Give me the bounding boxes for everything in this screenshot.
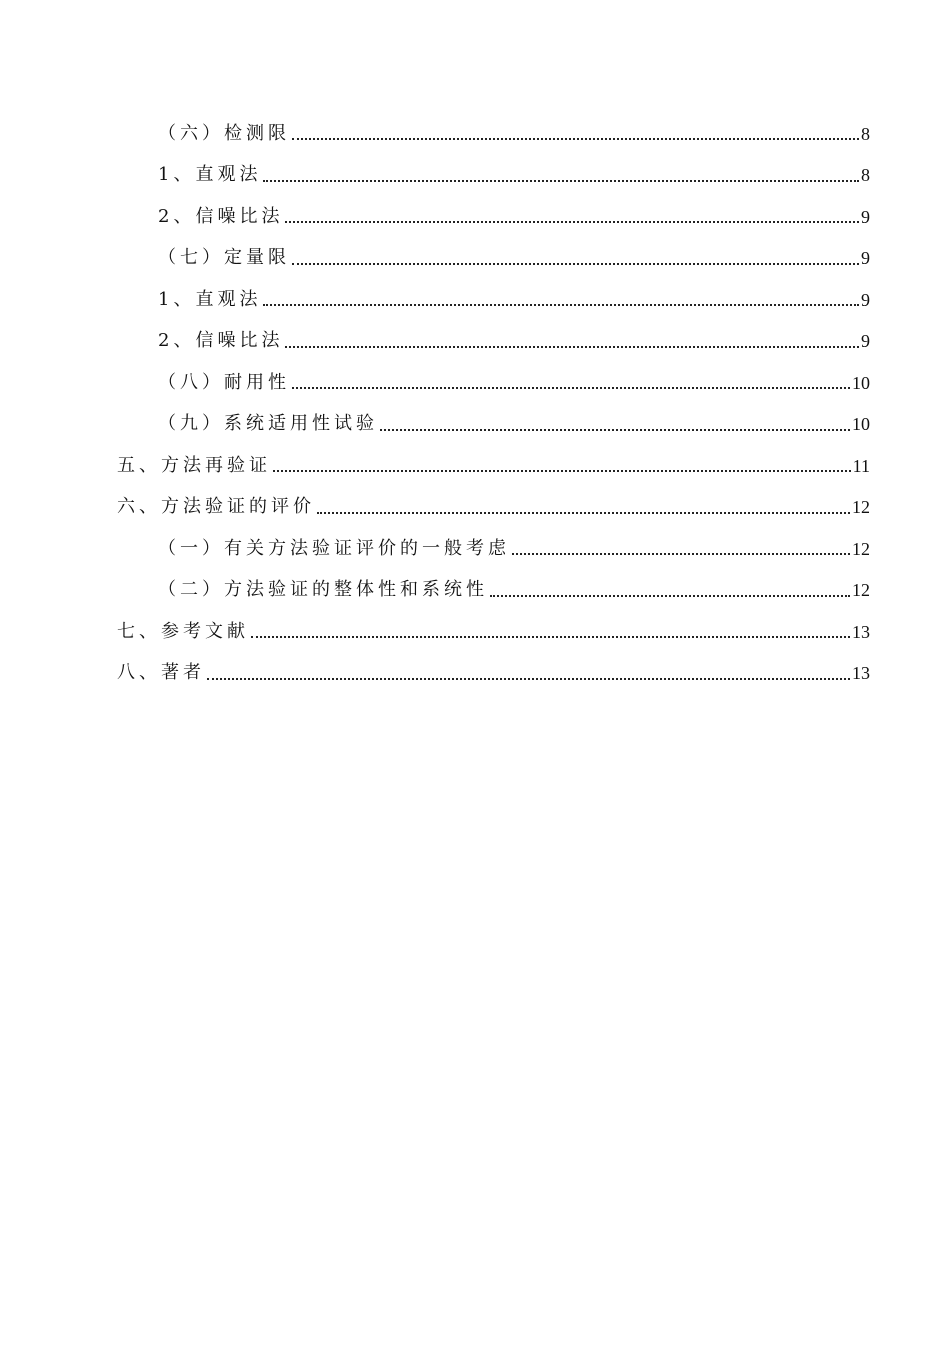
toc-entry-title: 五、方法再验证 [117, 454, 271, 476]
toc-entry-page: 8 [861, 165, 870, 186]
toc-entry-visual-method[interactable] [0, 155, 870, 197]
toc-entry-page: 8 [861, 123, 870, 144]
toc-dot-leader [251, 635, 850, 638]
toc-dot-leader [512, 552, 850, 555]
toc-entry-visual-method-2[interactable] [0, 279, 870, 321]
toc-dot-leader [292, 386, 850, 389]
toc-entry-references[interactable] [0, 611, 870, 653]
toc-entry-page: 9 [861, 331, 870, 352]
toc-entry-title: （七）定量限 [158, 247, 290, 269]
toc-entry-authors[interactable] [0, 653, 870, 695]
toc-entry-page: 10 [852, 372, 870, 393]
toc-dot-leader [285, 345, 859, 348]
toc-dot-leader [292, 137, 859, 140]
toc-entry-page: 9 [861, 289, 870, 310]
toc-entry-title: 六、方法验证的评价 [117, 496, 315, 518]
toc-entry-page: 12 [852, 580, 870, 601]
toc-entry-integrity-systematic[interactable] [0, 570, 870, 612]
toc-entry-page: 12 [852, 538, 870, 559]
toc-entry-quantitation-limit[interactable] [0, 238, 870, 280]
toc-entry-page: 9 [861, 248, 870, 269]
table-of-contents [0, 113, 950, 694]
toc-entry-title: （二）方法验证的整体性和系统性 [158, 579, 488, 601]
toc-entry-general-considerations[interactable] [0, 528, 870, 570]
toc-entry-title: （一）有关方法验证评价的一般考虑 [158, 537, 510, 559]
toc-entry-title: 2、信噪比法 [158, 330, 284, 352]
toc-dot-leader [292, 262, 859, 265]
toc-entry-title: 七、参考文献 [117, 620, 249, 642]
toc-entry-title: 1、直观法 [158, 288, 262, 310]
toc-entry-title: 2、信噪比法 [158, 205, 284, 227]
toc-entry-method-revalidation[interactable] [0, 445, 870, 487]
toc-entry-page: 13 [852, 621, 870, 642]
toc-entry-title: （六）检测限 [158, 122, 290, 144]
toc-dot-leader [285, 220, 859, 223]
toc-dot-leader [273, 469, 851, 472]
toc-entry-robustness[interactable] [0, 362, 870, 404]
toc-dot-leader [263, 303, 859, 306]
toc-dot-leader [380, 428, 850, 431]
toc-entry-title: （八）耐用性 [158, 371, 290, 393]
toc-entry-detection-limit[interactable] [0, 113, 870, 155]
toc-entry-page: 9 [861, 206, 870, 227]
toc-dot-leader [317, 511, 850, 514]
toc-entry-title: （九）系统适用性试验 [158, 413, 378, 435]
toc-entry-page: 11 [852, 455, 870, 476]
toc-dot-leader [263, 179, 859, 182]
toc-dot-leader [207, 677, 850, 680]
toc-entry-page: 12 [852, 497, 870, 518]
toc-entry-validation-evaluation[interactable] [0, 487, 870, 529]
toc-entry-signal-noise-method[interactable] [0, 196, 870, 238]
toc-entry-title: 八、著者 [117, 662, 205, 684]
toc-entry-signal-noise-method-2[interactable] [0, 321, 870, 363]
toc-entry-page: 13 [852, 663, 870, 684]
toc-entry-title: 1、直观法 [158, 164, 262, 186]
toc-entry-page: 10 [852, 414, 870, 435]
toc-entry-system-suitability[interactable] [0, 404, 870, 446]
toc-dot-leader [490, 594, 850, 597]
